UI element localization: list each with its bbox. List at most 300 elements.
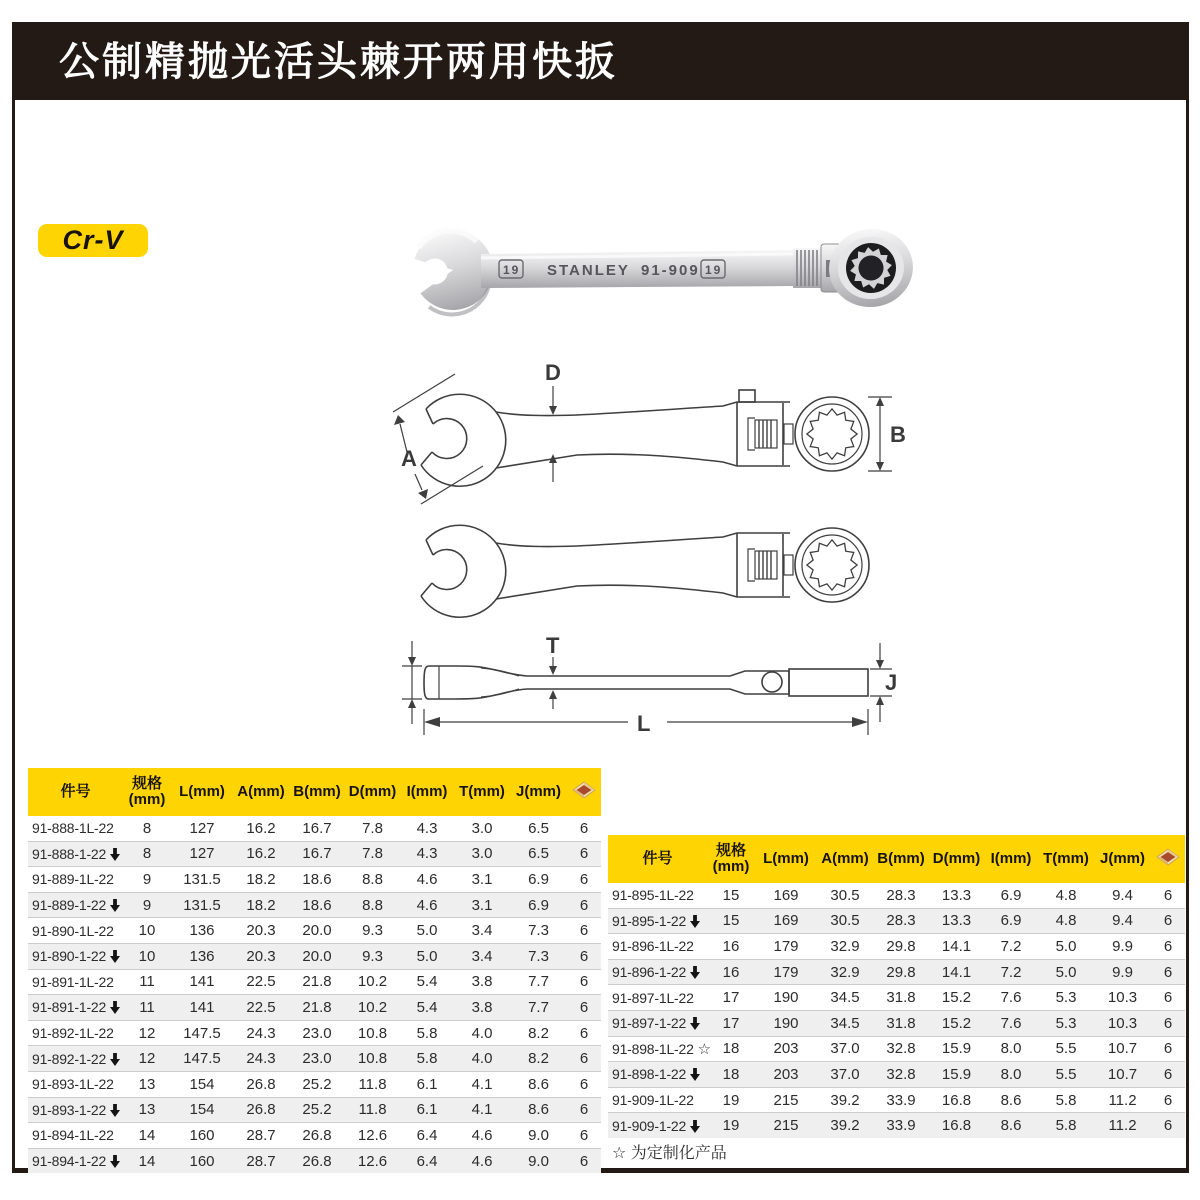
spec-value-cell: 8.2 (510, 1020, 567, 1046)
spec-value-cell: 6.5 (510, 841, 567, 867)
spec-value-cell: 8.0 (984, 1036, 1038, 1062)
spec-value-cell: 22.5 (233, 969, 289, 995)
table-row (28, 969, 601, 995)
spec-value-cell: 20.3 (233, 943, 289, 969)
spec-value-cell: 160 (171, 1123, 233, 1149)
part-number-cell: 91-888-1L-22 (32, 820, 114, 837)
spec-value-cell: 6 (1151, 908, 1185, 934)
spec-value-cell: 5.4 (400, 969, 454, 995)
table-row (28, 1046, 601, 1072)
spec-value-cell: 7.3 (510, 918, 567, 944)
spec-value-cell: 6.4 (400, 1123, 454, 1149)
spec-value-cell: 14 (123, 1148, 171, 1173)
spec-value-cell: 24.3 (233, 1020, 289, 1046)
spec-value-cell: 20.0 (289, 918, 345, 944)
spec-value-cell: 15.2 (929, 985, 984, 1011)
part-number-cell: 91-889-1L-22 (28, 867, 123, 893)
spec-value-cell: 7.2 (984, 934, 1038, 960)
part-number-cell: 91-909-1-22 (608, 1113, 707, 1138)
down-arrow-icon (110, 848, 120, 861)
spec-table-left (28, 768, 601, 1173)
carton-icon (572, 781, 596, 799)
spec-value-cell: 9.4 (1112, 886, 1133, 904)
spec-value-cell: 10.3 (1094, 1010, 1151, 1036)
spec-value-cell: 6 (567, 892, 601, 918)
part-number-cell: 91-893-1-22 (28, 1097, 123, 1123)
spec-value-cell: 141 (171, 969, 233, 995)
spec-value-cell: 127 (171, 841, 233, 867)
spec-value-cell: 7.6 (984, 985, 1038, 1011)
spec-value-cell: 190 (755, 985, 817, 1011)
flex-release-button (739, 390, 755, 402)
table-row (608, 1087, 1185, 1113)
spec-value-cell: 6.1 (400, 1071, 454, 1097)
spec-value-cell: 39.2 (817, 1087, 873, 1113)
spec-value-cell: 15.2 (929, 1010, 984, 1036)
col-b: B(mm) (873, 835, 929, 883)
spec-value-cell: 6 (1151, 959, 1185, 985)
spec-value-cell: 5.0 (1038, 934, 1094, 960)
col-part: 件号 (608, 835, 707, 883)
part-number-cell: 91-892-1-22 (28, 1046, 123, 1072)
spec-value-cell: 8.2 (510, 1046, 567, 1072)
spec-value-cell: 3.1 (454, 867, 510, 893)
spec-value-cell: 6 (567, 841, 601, 867)
spec-value-cell: 4.0 (454, 1046, 510, 1072)
spec-value-cell: 13 (123, 1071, 171, 1097)
table-row (28, 892, 601, 918)
spec-value-cell: 6 (1151, 1087, 1185, 1113)
spec-value-cell: 7.8 (345, 841, 400, 867)
col-a: A(mm) (233, 768, 289, 816)
material-badge: Cr-V (38, 224, 148, 257)
spec-value-cell: 11 (123, 995, 171, 1021)
table-row (608, 1010, 1185, 1036)
col-spec: 规格 (mm) (707, 835, 755, 883)
spec-value-cell: 32.9 (817, 959, 873, 985)
spec-value-cell: 6 (567, 918, 601, 944)
table-row (28, 1097, 601, 1123)
col-d: D(mm) (345, 768, 400, 816)
spec-value-cell: 10 (123, 943, 171, 969)
col-j: J(mm) (1094, 835, 1151, 883)
spec-value-cell: 6 (1151, 1010, 1185, 1036)
spec-value-cell: 6 (567, 1097, 601, 1123)
spec-value-cell: 17 (707, 985, 755, 1011)
spec-value-cell: 6 (579, 819, 589, 837)
spec-value-cell: 136 (171, 943, 233, 969)
dimension-diagram-side (385, 633, 910, 745)
spec-value-cell: 147.5 (171, 1020, 233, 1046)
dim-label-l: L (637, 711, 651, 736)
product-photo (395, 208, 915, 338)
spec-value-cell: 154 (171, 1097, 233, 1123)
spec-value-cell: 7.6 (984, 1010, 1038, 1036)
spec-value-cell: 26.8 (233, 1071, 289, 1097)
spec-value-cell: 4.0 (454, 1020, 510, 1046)
spec-value-cell: 6 (1151, 1036, 1185, 1062)
spec-value-cell: 33.9 (873, 1113, 929, 1138)
spec-value-cell: 10 (123, 918, 171, 944)
table-row (608, 985, 1185, 1011)
down-arrow-icon (110, 1053, 120, 1066)
spec-value-cell: 37.0 (817, 1062, 873, 1088)
spec-value-cell: 6 (567, 943, 601, 969)
table-row (608, 1113, 1185, 1138)
table-row (28, 943, 601, 969)
spec-value-cell: 16 (707, 934, 755, 960)
spec-value-cell: 169 (755, 908, 817, 934)
spec-value-cell: 23.0 (289, 1046, 345, 1072)
spec-value-cell: 30.5 (817, 908, 873, 934)
spec-table-right (608, 835, 1185, 1138)
spec-value-cell: 203 (755, 1036, 817, 1062)
spec-value-cell: 18.2 (233, 892, 289, 918)
spec-value-cell: 25.2 (289, 1097, 345, 1123)
spec-value-cell: 25.2 (289, 1071, 345, 1097)
spec-value-cell: 4.6 (454, 1123, 510, 1149)
down-arrow-icon (110, 1104, 120, 1117)
down-arrow-icon (690, 966, 700, 979)
spec-value-cell: 4.1 (454, 1097, 510, 1123)
photo-size-stamp-left: 19 (503, 263, 521, 277)
spec-value-cell: 28.3 (873, 908, 929, 934)
spec-value-cell: 39.2 (817, 1113, 873, 1138)
spec-value-cell: 4.3 (400, 841, 454, 867)
spec-value-cell: 13.3 (941, 886, 972, 904)
spec-value-cell: 32.9 (817, 934, 873, 960)
spec-value-cell: 21.8 (289, 969, 345, 995)
spec-value-cell: 26.8 (233, 1097, 289, 1123)
spec-value-cell: 13.3 (929, 908, 984, 934)
spec-value-cell: 18 (707, 1036, 755, 1062)
dim-label-j: J (885, 670, 898, 695)
dimension-diagram-plain (385, 508, 910, 623)
spec-value-cell: 15 (722, 886, 740, 904)
spec-value-cell: 215 (755, 1113, 817, 1138)
spec-value-cell: 6.9 (1000, 886, 1022, 904)
spec-value-cell: 6.9 (984, 908, 1038, 934)
col-part: 件号 (28, 768, 123, 816)
spec-value-cell: 3.4 (454, 943, 510, 969)
spec-value-cell: 4.3 (416, 819, 438, 837)
spec-value-cell: 28.3 (886, 886, 916, 904)
part-number-cell: 91-894-1L-22 (28, 1123, 123, 1149)
spec-value-cell: 6.9 (510, 867, 567, 893)
spec-value-cell: 10.3 (1094, 985, 1151, 1011)
spec-value-cell: 7.7 (510, 969, 567, 995)
spec-value-cell: 30.5 (830, 886, 860, 904)
table-row (28, 995, 601, 1021)
spec-value-cell: 6 (567, 1020, 601, 1046)
dim-label-a: A (401, 446, 417, 471)
spec-value-cell: 10.2 (345, 969, 400, 995)
spec-value-cell: 20.0 (289, 943, 345, 969)
spec-value-cell: 4.6 (400, 892, 454, 918)
photo-ring-head (824, 224, 915, 313)
spec-value-cell: 10.8 (345, 1046, 400, 1072)
spec-value-cell: 3.8 (454, 969, 510, 995)
part-number-cell: 91-909-1L-22 (608, 1087, 707, 1113)
spec-value-cell: 179 (755, 959, 817, 985)
part-number-cell: 91-890-1-22 (28, 943, 123, 969)
spec-value-cell: 8.6 (510, 1097, 567, 1123)
spec-value-cell: 10.7 (1094, 1062, 1151, 1088)
table-row (608, 1062, 1185, 1088)
spec-value-cell: 6 (567, 1148, 601, 1173)
spec-value-cell: 18 (707, 1062, 755, 1088)
part-number-cell: 91-894-1-22 (28, 1148, 123, 1173)
col-b: B(mm) (289, 768, 345, 816)
spec-value-cell: 6 (567, 1046, 601, 1072)
spec-value-cell: 23.0 (289, 1020, 345, 1046)
spec-value-cell: 7.8 (362, 819, 383, 837)
part-number-cell: 91-898-1-22 (608, 1062, 707, 1088)
spec-value-cell: 17 (707, 1010, 755, 1036)
part-number-cell: 91-888-1-22 (28, 841, 123, 867)
spec-value-cell: 12 (123, 1046, 171, 1072)
spec-value-cell: 16.2 (233, 841, 289, 867)
table-row (28, 918, 601, 944)
photo-brand-stamp: STANLEY (547, 262, 630, 279)
part-number-cell: 91-893-1L-22 (28, 1071, 123, 1097)
spec-value-cell: 29.8 (873, 959, 929, 985)
table-row (28, 1020, 601, 1046)
spec-value-cell: 15 (707, 908, 755, 934)
spec-value-cell: 4.8 (1038, 908, 1094, 934)
spec-value-cell: 9.3 (345, 918, 400, 944)
part-number-cell: 91-895-1L-22 (612, 887, 694, 904)
spec-value-cell: 190 (755, 1010, 817, 1036)
spec-value-cell: 15.9 (929, 1036, 984, 1062)
spec-value-cell: 10.2 (345, 995, 400, 1021)
spec-value-cell: 33.9 (873, 1087, 929, 1113)
spec-value-cell: 31.8 (873, 1010, 929, 1036)
spec-value-cell: 6 (567, 969, 601, 995)
col-t: T(mm) (454, 768, 510, 816)
spec-value-cell: 9.4 (1094, 908, 1151, 934)
spec-value-cell: 37.0 (817, 1036, 873, 1062)
col-i: I(mm) (984, 835, 1038, 883)
spec-value-cell: 5.3 (1038, 1010, 1094, 1036)
part-number-cell: 91-890-1L-22 (28, 918, 123, 944)
spec-value-cell: 5.0 (400, 943, 454, 969)
spec-value-cell: 6 (1151, 1113, 1185, 1138)
col-i: I(mm) (400, 768, 454, 816)
spec-value-cell: 26.8 (289, 1123, 345, 1149)
down-arrow-icon (690, 1120, 700, 1133)
spec-value-cell: 6 (1151, 1062, 1185, 1088)
spec-value-cell: 13 (123, 1097, 171, 1123)
part-number-cell: 91-897-1-22 (608, 1010, 707, 1036)
spec-value-cell: 6.1 (400, 1097, 454, 1123)
spec-value-cell: 26.8 (289, 1148, 345, 1173)
table-row (28, 816, 601, 841)
spec-value-cell: 18.2 (233, 867, 289, 893)
spec-value-cell: 12.6 (345, 1148, 400, 1173)
spec-value-cell: 8.6 (510, 1071, 567, 1097)
spec-value-cell: 6 (1151, 934, 1185, 960)
col-d: D(mm) (929, 835, 984, 883)
down-arrow-icon (110, 1001, 120, 1014)
spec-value-cell: 136 (171, 918, 233, 944)
spec-value-cell: 28.7 (233, 1123, 289, 1149)
table-row (28, 1071, 601, 1097)
spec-value-cell: 19 (707, 1113, 755, 1138)
table-row (28, 841, 601, 867)
part-number-cell: 91-896-1L-22 (608, 934, 707, 960)
col-spec: 规格 (mm) (123, 768, 171, 816)
spec-value-cell: 16.7 (302, 819, 332, 837)
spec-value-cell: 7.7 (510, 995, 567, 1021)
part-number-cell: 91-898-1L-22 ☆ (608, 1036, 707, 1062)
spec-value-cell: 18.6 (289, 892, 345, 918)
spec-value-cell: 6 (1151, 985, 1185, 1011)
spec-value-cell: 14.1 (929, 934, 984, 960)
spec-value-cell: 8.6 (984, 1087, 1038, 1113)
down-arrow-icon (690, 915, 700, 928)
photo-model-stamp: 91-909 (641, 262, 700, 279)
spec-value-cell: 28.7 (233, 1148, 289, 1173)
spec-value-cell: 9.3 (345, 943, 400, 969)
spec-value-cell: 16.2 (246, 819, 276, 837)
spec-value-cell: 16.7 (289, 841, 345, 867)
spec-value-cell: 5.8 (1038, 1113, 1094, 1138)
spec-value-cell: 5.0 (400, 918, 454, 944)
spec-value-cell: 3.4 (454, 918, 510, 944)
spec-value-cell: 12.6 (345, 1123, 400, 1149)
down-arrow-icon (110, 1155, 120, 1168)
col-t: T(mm) (1038, 835, 1094, 883)
col-l: L(mm) (755, 835, 817, 883)
down-arrow-icon (110, 899, 120, 912)
spec-value-cell: 6.5 (528, 819, 549, 837)
spec-value-cell: 6.9 (510, 892, 567, 918)
spec-value-cell: 203 (755, 1062, 817, 1088)
spec-value-cell: 4.8 (1055, 886, 1077, 904)
spec-value-cell: 20.3 (233, 918, 289, 944)
spec-value-cell: 169 (773, 886, 799, 904)
spec-value-cell: 3.8 (454, 995, 510, 1021)
spec-value-cell: 5.4 (400, 995, 454, 1021)
photo-size-stamp-right: 19 (705, 263, 723, 277)
spec-value-cell: 6 (567, 867, 601, 893)
spec-value-cell: 8.8 (345, 867, 400, 893)
spec-value-cell: 18.6 (289, 867, 345, 893)
table-row (28, 1148, 601, 1173)
spec-value-cell: 3.0 (454, 841, 510, 867)
spec-value-cell: 7.3 (510, 943, 567, 969)
spec-value-cell: 21.8 (289, 995, 345, 1021)
col-a: A(mm) (817, 835, 873, 883)
spec-value-cell: 179 (755, 934, 817, 960)
spec-value-cell: 24.3 (233, 1046, 289, 1072)
part-number-cell: 91-889-1-22 (28, 892, 123, 918)
dim-label-d: D (545, 362, 561, 385)
spec-value-cell: 11.2 (1094, 1087, 1151, 1113)
spec-value-cell: 6 (567, 995, 601, 1021)
spec-value-cell: 11.8 (345, 1071, 400, 1097)
spec-value-cell: 5.5 (1038, 1062, 1094, 1088)
part-number-cell: 91-896-1-22 (608, 959, 707, 985)
dim-label-t: T (546, 633, 560, 658)
spec-value-cell: 147.5 (171, 1046, 233, 1072)
spec-value-cell: 9 (123, 867, 171, 893)
table-row (608, 934, 1185, 960)
spec-value-cell: 9.0 (510, 1123, 567, 1149)
spec-value-cell: 34.5 (817, 1010, 873, 1036)
spec-value-cell: 9.9 (1094, 934, 1151, 960)
spec-value-cell: 14.1 (929, 959, 984, 985)
spec-value-cell: 31.8 (873, 985, 929, 1011)
part-number-cell: 91-891-1-22 (28, 995, 123, 1021)
spec-value-cell: 11.8 (345, 1097, 400, 1123)
spec-value-cell: 9.0 (510, 1148, 567, 1173)
spec-value-cell: 14 (123, 1123, 171, 1149)
custom-product-star-icon: ☆ (697, 1040, 711, 1058)
spec-value-cell: 9.9 (1094, 959, 1151, 985)
spec-value-cell: 160 (171, 1148, 233, 1173)
col-qty (567, 768, 601, 816)
page-title: 公制精抛光活头棘开两用快扳 (59, 40, 618, 84)
part-number-cell: 91-895-1-22 (608, 908, 707, 934)
spec-value-cell: 8.6 (984, 1113, 1038, 1138)
col-l: L(mm) (171, 768, 233, 816)
spec-value-cell: 9 (123, 892, 171, 918)
spec-value-cell: 5.8 (1038, 1087, 1094, 1113)
down-arrow-icon (110, 950, 120, 963)
col-qty (1151, 835, 1185, 883)
spec-value-cell: 16.8 (929, 1113, 984, 1138)
header-row (608, 835, 1185, 883)
spec-value-cell: 3.1 (454, 892, 510, 918)
spec-value-cell: 32.8 (873, 1036, 929, 1062)
custom-product-footnote: ☆ 为定制化产品 (612, 1145, 727, 1162)
table-row (608, 883, 1185, 908)
table-row (608, 1036, 1185, 1062)
dim-label-b: B (890, 422, 906, 447)
col-j: J(mm) (510, 768, 567, 816)
spec-value-cell: 5.5 (1038, 1036, 1094, 1062)
spec-value-cell: 11 (123, 969, 171, 995)
spec-value-cell: 10.7 (1094, 1036, 1151, 1062)
spec-value-cell: 5.3 (1038, 985, 1094, 1011)
table-row (608, 908, 1185, 934)
carton-icon (1156, 848, 1180, 866)
spec-value-cell: 6 (1163, 886, 1173, 904)
spec-value-cell: 127 (189, 819, 215, 837)
spec-value-cell: 215 (755, 1087, 817, 1113)
spec-value-cell: 4.6 (454, 1148, 510, 1173)
title-bar (15, 22, 1186, 100)
spec-value-cell: 15.9 (929, 1062, 984, 1088)
spec-value-cell: 131.5 (171, 892, 233, 918)
spec-value-cell: 5.0 (1038, 959, 1094, 985)
table-row (28, 867, 601, 893)
spec-value-cell: 4.6 (400, 867, 454, 893)
table-row (28, 1123, 601, 1149)
down-arrow-icon (690, 1068, 700, 1081)
spec-value-cell: 8.0 (984, 1062, 1038, 1088)
spec-value-cell: 32.8 (873, 1062, 929, 1088)
spec-value-cell: 16 (707, 959, 755, 985)
part-number-cell: 91-891-1L-22 (28, 969, 123, 995)
spec-value-cell: 154 (171, 1071, 233, 1097)
spec-value-cell: 5.8 (400, 1020, 454, 1046)
spec-value-cell: 6.4 (400, 1148, 454, 1173)
spec-value-cell: 11.2 (1094, 1113, 1151, 1138)
spec-value-cell: 19 (707, 1087, 755, 1113)
